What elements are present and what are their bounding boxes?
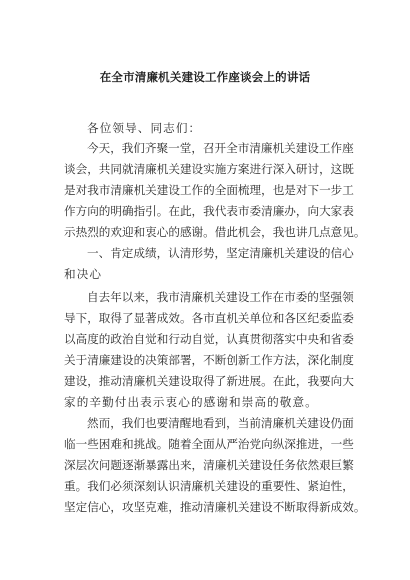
paragraph-line: 关于清廉建设的决策部署，不断创新工作方法，深化制度 xyxy=(64,353,354,367)
paragraph-line: 自去年以来，我市清廉机关建设工作在市委的坚强领 xyxy=(87,290,354,304)
paragraph-line: 家的辛勤付出表示衷心的感谢和崇高的敬意。 xyxy=(64,395,318,409)
paragraph-line: 导下，取得了显著成效。各市直机关单位和各区纪委监委 xyxy=(64,311,354,325)
paragraph-line: 是对我市清廉机关建设工作的全面梳理，也是对下一步工 xyxy=(64,183,354,197)
paragraph-line: 示热烈的欢迎和衷心的感谢。借此机会，我也讲几点意见。 xyxy=(64,225,366,239)
paragraph-line: 谈会，共同就清廉机关建设实施方案进行深入研讨，这既 xyxy=(64,162,354,176)
paragraph-line: 临一些困难和挑战。随着全面从严治党向纵深推进，一些 xyxy=(64,437,354,451)
section-heading-line: 和决心 xyxy=(64,267,103,281)
paragraph-line: 重。我们必须深刻认识清廉机关建设的重要性、紧迫性， xyxy=(64,479,354,493)
paragraph-line: 以高度的政治自觉和行动自觉，认真贯彻落实中央和省委 xyxy=(64,332,354,346)
paragraph-line: 建设，推动清廉机关建设取得了新进展。在此，我要向大 xyxy=(64,374,354,388)
paragraph-line: 深层次问题逐渐暴露出来，清廉机关建设任务依然艰巨繁 xyxy=(64,458,354,472)
paragraph-line: 作方向的明确指引。在此，我代表市委清廉办，向大家表 xyxy=(64,204,354,218)
salutation-line: 各位领导、同志们： xyxy=(87,121,202,135)
paragraph-line: 然而，我们也要清醒地看到，当前清廉机关建设仍面 xyxy=(87,416,354,430)
document-title: 在全市清廉机关建设工作座谈会上的讲话 xyxy=(99,70,311,84)
section-heading-line: 一、肯定成绩，认清形势，坚定清廉机关建设的信心 xyxy=(87,246,354,260)
paragraph-line: 今天，我们齐聚一堂，召开全市清廉机关建设工作座 xyxy=(87,141,354,155)
paragraph-line: 坚定信心，攻坚克难，推动清廉机关建设不断取得新成效。 xyxy=(64,500,366,514)
